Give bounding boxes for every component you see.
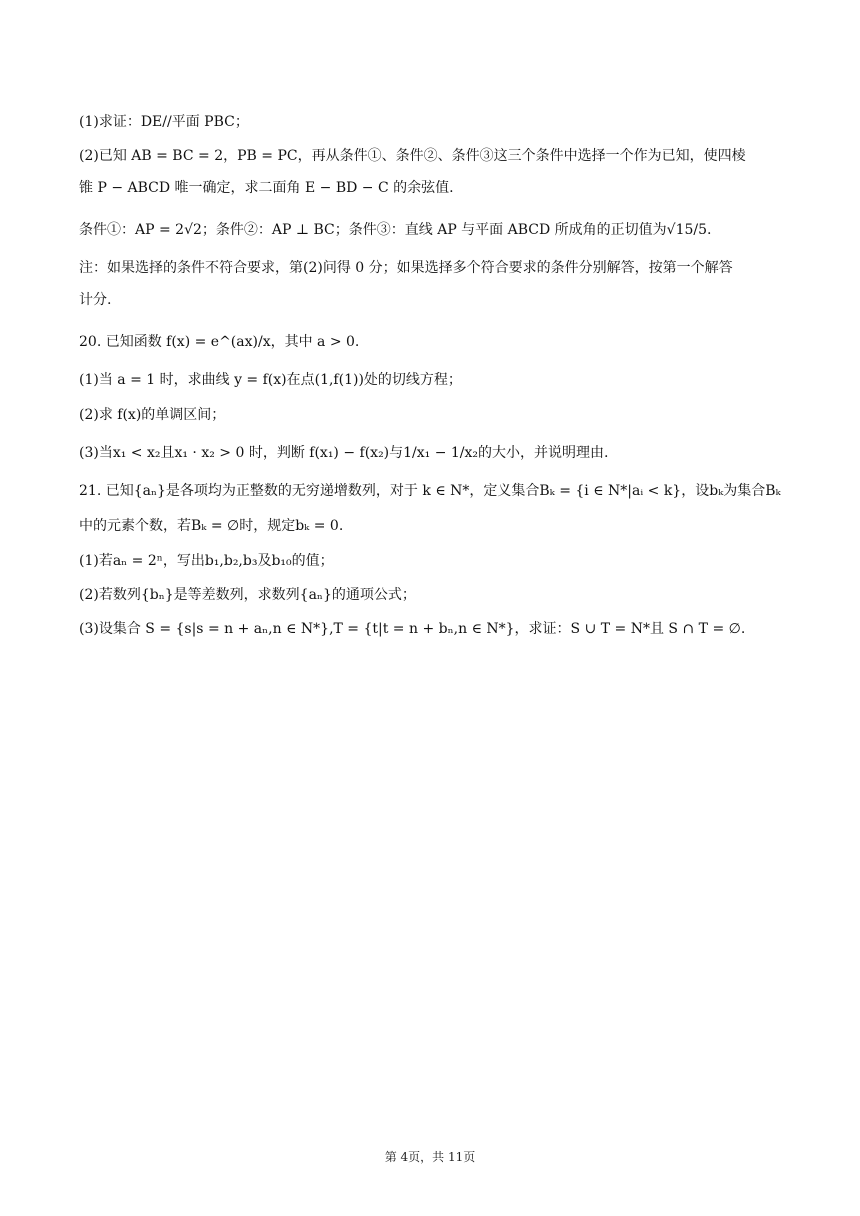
text-line: (2)若数列{bₙ}是等差数列，求数列{aₙ}的通项公式； — [79, 587, 416, 603]
text-line: 20. 已知函数 f(x) = e^(ax)/x，其中 a > 0. — [79, 334, 360, 350]
text-line: (1)求证：DE//平面 PBC； — [79, 114, 249, 130]
text-line: (3)当x₁ < x₂且x₁ · x₂ > 0 时，判断 f(x₁) − f(x₂)与1/x₁ − 1/x₂的大小，并说明理由. — [79, 445, 609, 461]
text-line: (1)当 a = 1 时，求曲线 y = f(x)在点(1,f(1))处的切线方程； — [79, 372, 462, 388]
text-line: (2)求 f(x)的单调区间； — [79, 407, 226, 423]
text-line: 中的元素个数，若Bₖ = ∅时，规定bₖ = 0. — [79, 518, 344, 534]
text-line: 锥 P − ABCD 唯一确定，求二面角 E − BD − C 的余弦值. — [79, 180, 454, 196]
text-line: (1)若aₙ = 2ⁿ，写出b₁,b₂,b₃及b₁₀的值； — [79, 553, 334, 569]
text-line: (2)已知 AB = BC = 2，PB = PC，再从条件①、条件②、条件③这三个条件中选择一个作为已知，使四棱 — [79, 148, 746, 164]
text-line: 注：如果选择的条件不符合要求，第(2)问得 0 分；如果选择多个符合要求的条件分别解答，按第一个解答 — [79, 260, 733, 276]
text-line: 条件①：AP = 2√2；条件②：AP ⊥ BC；条件③：直线 AP 与平面 ABCD 所成角的正切值为√15/5. — [79, 222, 712, 238]
text-line: 计分. — [79, 292, 112, 308]
text-line: (3)设集合 S = {s|s = n + aₙ,n ∈ N*},T = {t|t = n + bₙ,n ∈ N*}，求证：S ∪ T = N*且 S ∩ T = ∅. — [79, 621, 746, 637]
page-number: 第 4页，共 11页 — [384, 1150, 476, 1164]
text-line: 21. 已知{aₙ}是各项均为正整数的无穷递增数列，对于 k ∈ N*，定义集合Bₖ = {i ∈ N*|aᵢ < k}，设bₖ为集合Bₖ — [79, 483, 781, 499]
